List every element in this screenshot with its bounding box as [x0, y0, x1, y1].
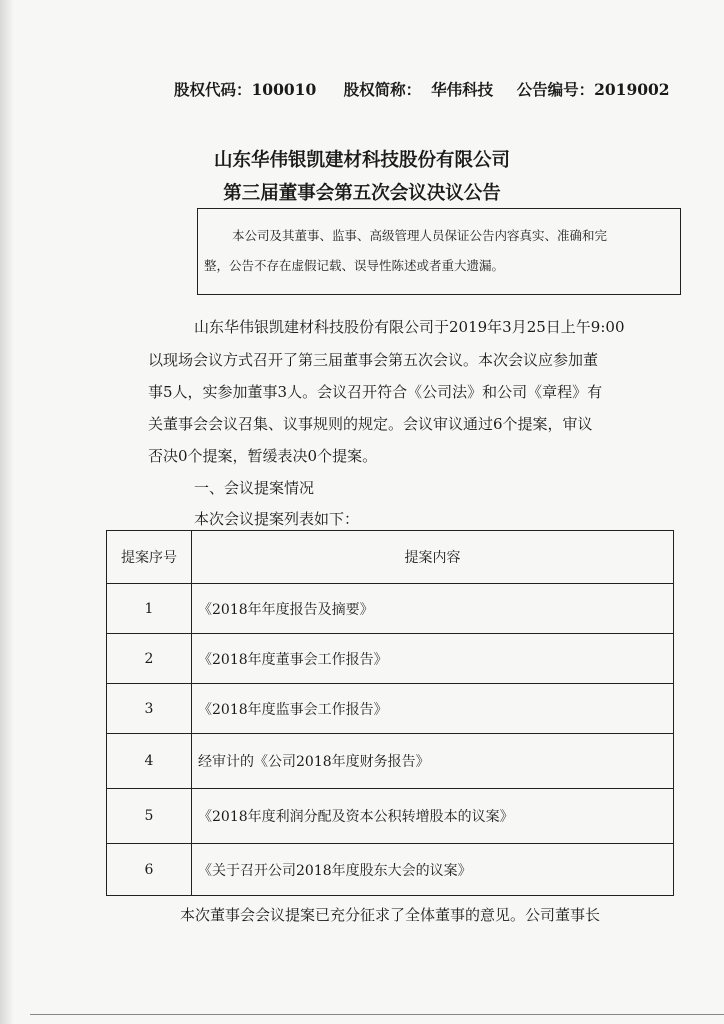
disclaimer-line-2: 整，公告不存在虚假记载、误导性陈述或者重大遗漏。	[204, 258, 505, 273]
table-header-row	[107, 531, 674, 584]
row-seq: 5	[107, 789, 192, 844]
row-content: 经审计的《公司2018年度财务报告》	[192, 734, 674, 789]
document-header	[174, 78, 674, 100]
title-company: 山东华伟银凯建材科技股份有限公司	[213, 150, 510, 171]
paragraph-line-3: 事5人，实参加董事3人。会议召开符合《公司法》和公司《章程》有	[148, 383, 603, 401]
disclaimer-box	[197, 208, 681, 295]
notice-number-value: 2019002	[594, 80, 670, 99]
table-row	[107, 634, 674, 684]
row-content: 《2018年度监事会工作报告》	[192, 684, 674, 734]
table-row	[107, 789, 674, 844]
stock-code-label: 股权代码：	[174, 80, 252, 99]
row-seq: 4	[107, 734, 192, 789]
row-content: 《关于召开公司2018年度股东大会的议案》	[192, 844, 674, 896]
closing-paragraph-line: 本次董事会会议提案已充分征求了全体董事的意见。公司董事长	[180, 906, 601, 924]
row-seq: 1	[107, 584, 192, 634]
notice-number-label: 公告编号：	[516, 80, 595, 99]
row-content: 《2018年年度报告及摘要》	[192, 584, 674, 634]
row-seq: 6	[107, 844, 192, 896]
page-bottom-edge	[30, 1014, 724, 1015]
table-row	[107, 584, 674, 634]
title-announcement: 第三届董事会第五次会议决议公告	[223, 183, 501, 204]
paragraph-line-2: 以现场会议方式召开了第三届董事会第五次会议。本次会议应参加董	[148, 351, 599, 369]
table-row	[107, 844, 674, 896]
row-seq: 2	[107, 634, 192, 684]
header-seq: 提案序号	[107, 531, 192, 584]
table-row	[107, 684, 674, 734]
disclaimer-line-1: 本公司及其董事、监事、高级管理人员保证公告内容真实、准确和完	[232, 228, 608, 243]
stock-short-name-value: 华伟科技	[431, 80, 494, 99]
paragraph-line-5: 否决0个提案，暂缓表决0个提案。	[148, 447, 378, 465]
row-content: 《2018年度董事会工作报告》	[192, 634, 674, 684]
row-seq: 3	[107, 684, 192, 734]
stock-code-value: 100010	[251, 80, 317, 99]
header-content: 提案内容	[192, 531, 674, 584]
stock-short-name-label: 股权简称：	[343, 80, 422, 99]
paragraph-line-1: 山东华伟银凯建材科技股份有限公司于2019年3月25日上午9:00	[194, 318, 625, 336]
section-heading-proposals: 一、会议提案情况	[194, 479, 315, 497]
table-intro: 本次会议提案列表如下：	[194, 510, 360, 528]
row-content: 《2018年度利润分配及资本公积转增股本的议案》	[192, 789, 674, 844]
proposals-table	[106, 530, 674, 896]
paragraph-line-4: 关董事会会议召集、议事规则的规定。会议审议通过6个提案，审议	[148, 415, 593, 433]
table-row	[107, 734, 674, 789]
